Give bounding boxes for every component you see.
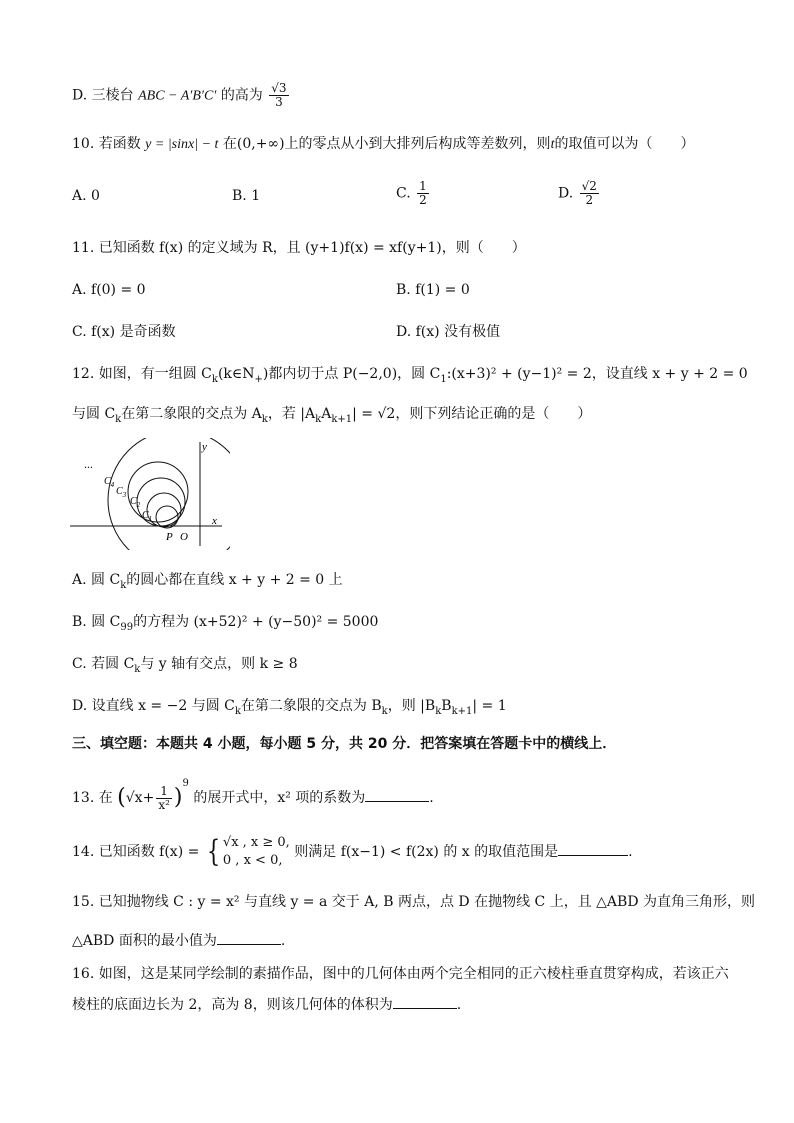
q11-option-a: A. f(0) = 0 — [72, 282, 146, 298]
text: D. 设直线 x = −2 与圆 C — [72, 698, 235, 714]
circle-c4 — [128, 462, 188, 522]
brace: { — [206, 834, 221, 869]
c2-label: $C_2$ — [130, 496, 141, 509]
math-expr: √x — [125, 790, 143, 806]
piecewise-cases — [223, 834, 290, 870]
fraction — [269, 82, 288, 109]
q16-line2 — [72, 994, 461, 1015]
q11-option-b: B. f(1) = 0 — [396, 282, 470, 298]
q16-line1: 16. 如图，这是某同学绘制的素描作品，图中的几何体由两个完全相同的正六棱柱垂直贯穿构成，若该正六 — [72, 966, 729, 982]
subscript: k — [315, 413, 322, 425]
q10-option-b: B. 1 — [232, 188, 261, 204]
text: 10. 若函数 — [72, 136, 141, 152]
fraction — [417, 180, 429, 207]
fraction — [580, 180, 599, 207]
numerator: √2 — [581, 179, 597, 193]
text: 则满足 f(x−1) < f(2x) 的 x 的取值范围是 — [294, 844, 559, 860]
text: C. 若圆 C — [72, 656, 135, 672]
text: 14. 已知函数 f(x) = — [72, 844, 200, 860]
denominator: 2 — [419, 193, 427, 207]
q15-line2 — [72, 930, 285, 951]
text: . — [280, 933, 286, 949]
q12-figure — [70, 438, 230, 550]
answer-blank[interactable] — [558, 841, 628, 856]
subscript: k+1 — [331, 413, 353, 425]
numerator: √3 — [271, 81, 287, 95]
subscript: k — [381, 705, 388, 717]
q10-stem — [72, 134, 694, 155]
point-p-label: P — [166, 531, 173, 543]
math-expr: y = |sinx| − t — [145, 137, 219, 152]
text: (k∈N — [217, 366, 255, 382]
c3-label: $C_3$ — [116, 486, 127, 499]
option-label: D. — [558, 185, 574, 202]
option-label: D. 三棱台 — [72, 87, 134, 104]
subscript: k — [120, 579, 127, 591]
text: 在第二象限的交点为 B — [240, 698, 382, 714]
q9-option-d — [72, 82, 291, 109]
text: 13. 在 — [72, 790, 113, 806]
q12-option-d: D. 设直线 x = −2 与圆 $C_k$在第二象限的交点为 $B_k$，则 $|B_kB_{k+1}| = 1$ — [72, 698, 507, 717]
q15-line1: 15. 已知抛物线 C : y = x² 与直线 y = a 交于 A, B 两点，点 D 在抛物线 C 上，且 △ABD 为直角三角形，则 — [72, 894, 756, 910]
q11-option-d: D. f(x) 没有极值 — [396, 324, 501, 340]
subscript: 99 — [120, 621, 134, 633]
c4-label: $C_4$ — [104, 476, 115, 489]
answer-blank[interactable] — [365, 787, 429, 802]
text: 在(0,+∞)上的零点从小到大排列后构成等差数列，则 — [222, 136, 551, 152]
text: )都内切于点 P(−2,0)，圆 C — [262, 366, 441, 382]
math-var: t — [550, 137, 555, 152]
text: ，则 |B — [387, 698, 436, 714]
text: 的取值可以为（ ） — [554, 136, 695, 152]
subscript: k — [115, 413, 122, 425]
denominator: 3 — [275, 95, 283, 109]
section-heading: 三、填空题：本题共 4 小题，每小题 5 分，共 20 分．把答案填在答题卡中的横线上． — [72, 736, 617, 752]
subscript: k — [134, 663, 141, 675]
dots-label: ... — [84, 457, 93, 471]
text: 在第二象限的交点为 A — [121, 406, 262, 422]
answer-blank[interactable] — [217, 930, 281, 945]
q12-stem-line2: 与圆 $C_k$在第二象限的交点为 $A_k$，若 $|A_kA_{k+1}| = √2$，则下列结论正确的是（ ） — [72, 406, 592, 425]
text: 的展开式中，x² 项的系数为 — [193, 790, 366, 806]
answer-blank[interactable] — [393, 994, 457, 1009]
q10-option-a: A. 0 — [72, 188, 100, 204]
q12-stem-line1 — [72, 364, 748, 390]
text: . — [628, 844, 633, 860]
subscript: k — [234, 705, 241, 717]
text: B. 圆 C — [72, 614, 121, 630]
text: 的方程为 (x+52)² + (y−50)² = 5000 — [133, 614, 379, 630]
text: . — [429, 790, 434, 806]
q12-option-b — [72, 612, 378, 638]
text: :(x+3)² + (y−1)² = 2，设直线 x + y + 2 = 0 — [446, 366, 748, 382]
case-1: √x , x ≥ 0, — [222, 835, 290, 850]
q14-stem — [72, 834, 633, 870]
q11-stem: 11. 已知函数 f(x) 的定义域为 R，且 (y+1)f(x) = xf(y+1)，则（ ） — [72, 240, 526, 256]
option-label: C. — [396, 185, 411, 202]
denominator: x² — [158, 797, 170, 812]
text: ，若 |A — [267, 406, 316, 422]
q10-option-c — [396, 180, 431, 207]
x-axis-label: x — [212, 515, 217, 527]
text: . — [456, 997, 462, 1013]
exponent: 9 — [182, 778, 189, 789]
q10-option-d — [558, 180, 601, 207]
case-2: 0 , x < 0, — [222, 853, 283, 868]
q12-option-a — [72, 570, 343, 596]
text: 的圆心都在直线 x + y + 2 = 0 上 — [126, 572, 343, 588]
subscript: k+1 — [451, 705, 473, 717]
origin-label: O — [180, 531, 188, 543]
text: | = √2，则下列结论正确的是（ ） — [352, 406, 592, 422]
denominator: 2 — [585, 193, 594, 207]
text: A. 圆 C — [72, 572, 121, 588]
fraction — [156, 785, 172, 812]
subscript: 1 — [440, 373, 447, 385]
q13-stem: 13. 在 (√x+ $\frac{1}{\text{x²}}$ )$^9$ 的展开式中，x² 项的系数为 . — [72, 778, 434, 812]
y-axis-label: y — [202, 441, 207, 453]
subscript: k — [211, 373, 218, 385]
subscript: + — [254, 373, 263, 385]
text: 12. 如图，有一组圆 C — [72, 366, 212, 382]
subscript: k — [435, 705, 442, 717]
numerator: 1 — [419, 179, 427, 193]
math-expr: ABC − A′B′C′ — [138, 88, 217, 104]
q11-option-c: C. f(x) 是奇函数 — [72, 324, 176, 340]
c1-label: $C_1$ — [142, 510, 153, 523]
text: 的高为 — [220, 87, 263, 104]
text: + — [142, 790, 155, 806]
text: 棱柱的底面边长为 2，高为 8，则该几何体的体积为 — [72, 997, 393, 1013]
text: 与 y 轴有交点，则 k ≥ 8 — [140, 656, 298, 672]
numerator: 1 — [156, 785, 172, 799]
text: △ABD 面积的最小值为 — [72, 933, 217, 949]
subscript: k — [261, 413, 268, 425]
text: | = 1 — [472, 698, 507, 714]
text: 与圆 C — [72, 406, 116, 422]
q12-option-c — [72, 654, 298, 680]
